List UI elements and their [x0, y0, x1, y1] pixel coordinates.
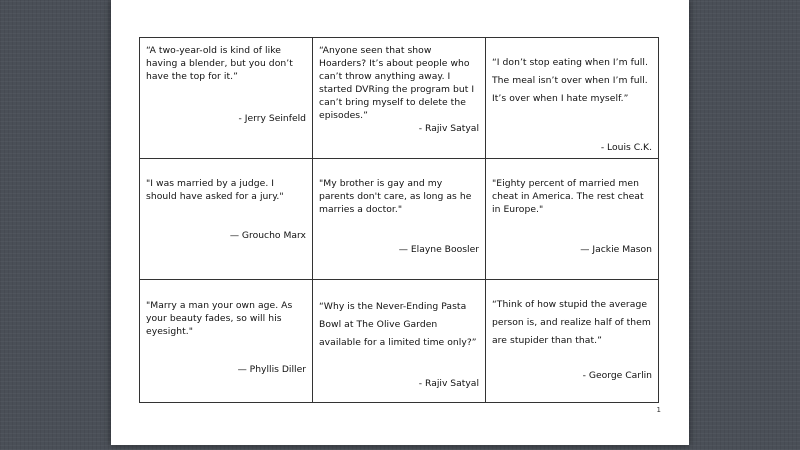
quote-author: - Rajiv Satyal	[418, 378, 479, 389]
document-page	[111, 0, 689, 445]
quote-cell	[313, 38, 486, 159]
quote-text: "Eighty percent of married men cheat in America. The rest cheat in Europe."	[492, 178, 644, 215]
quote-text: “Think of how stupid the average person is, and realize half of them are stupider than that.”	[492, 299, 651, 346]
quote-author: - Rajiv Satyal	[418, 123, 479, 134]
quote-text: “Why is the Never-Ending Pasta Bowl at The Olive Garden available for a limited time only?”	[319, 301, 477, 348]
quote-cell	[313, 159, 486, 280]
quote-cell	[486, 280, 658, 402]
quote-author: - George Carlin	[582, 370, 652, 381]
quote-author: — Groucho Marx	[229, 230, 306, 241]
quote-text: “Anyone seen that show Hoarders? It’s about people who can’t throw anything away. I started DVRing the program but I can’t bring myself to delete the episodes.”	[319, 45, 475, 121]
quote-cell	[140, 280, 313, 402]
quote-grid	[139, 37, 659, 403]
quote-author: — Phyllis Diller	[237, 364, 306, 375]
page-number: 1	[656, 406, 661, 414]
quote-cell	[486, 159, 658, 280]
quote-author: — Elayne Boosler	[398, 244, 479, 255]
quote-text: “A two-year-old is kind of like having a blender, but you don’t have the top for it.”	[146, 45, 293, 82]
quote-text: “I don’t stop eating when I’m full. The meal isn’t over when I’m full. It’s over when I hate myself.”	[492, 57, 648, 104]
quote-author: - Louis C.K.	[600, 142, 652, 153]
quote-text: "Marry a man your own age. As your beauty fades, so will his eyesight."	[146, 300, 293, 337]
quote-author: — Jackie Mason	[580, 244, 652, 255]
quote-text: "My brother is gay and my parents don't care, as long as he marries a doctor."	[319, 178, 472, 215]
quote-cell	[140, 159, 313, 280]
quote-cell	[140, 38, 313, 159]
quote-text: "I was married by a judge. I should have asked for a jury."	[146, 178, 284, 202]
quote-cell	[486, 38, 658, 159]
quote-cell	[313, 280, 486, 402]
quote-author: - Jerry Seinfeld	[238, 113, 306, 124]
